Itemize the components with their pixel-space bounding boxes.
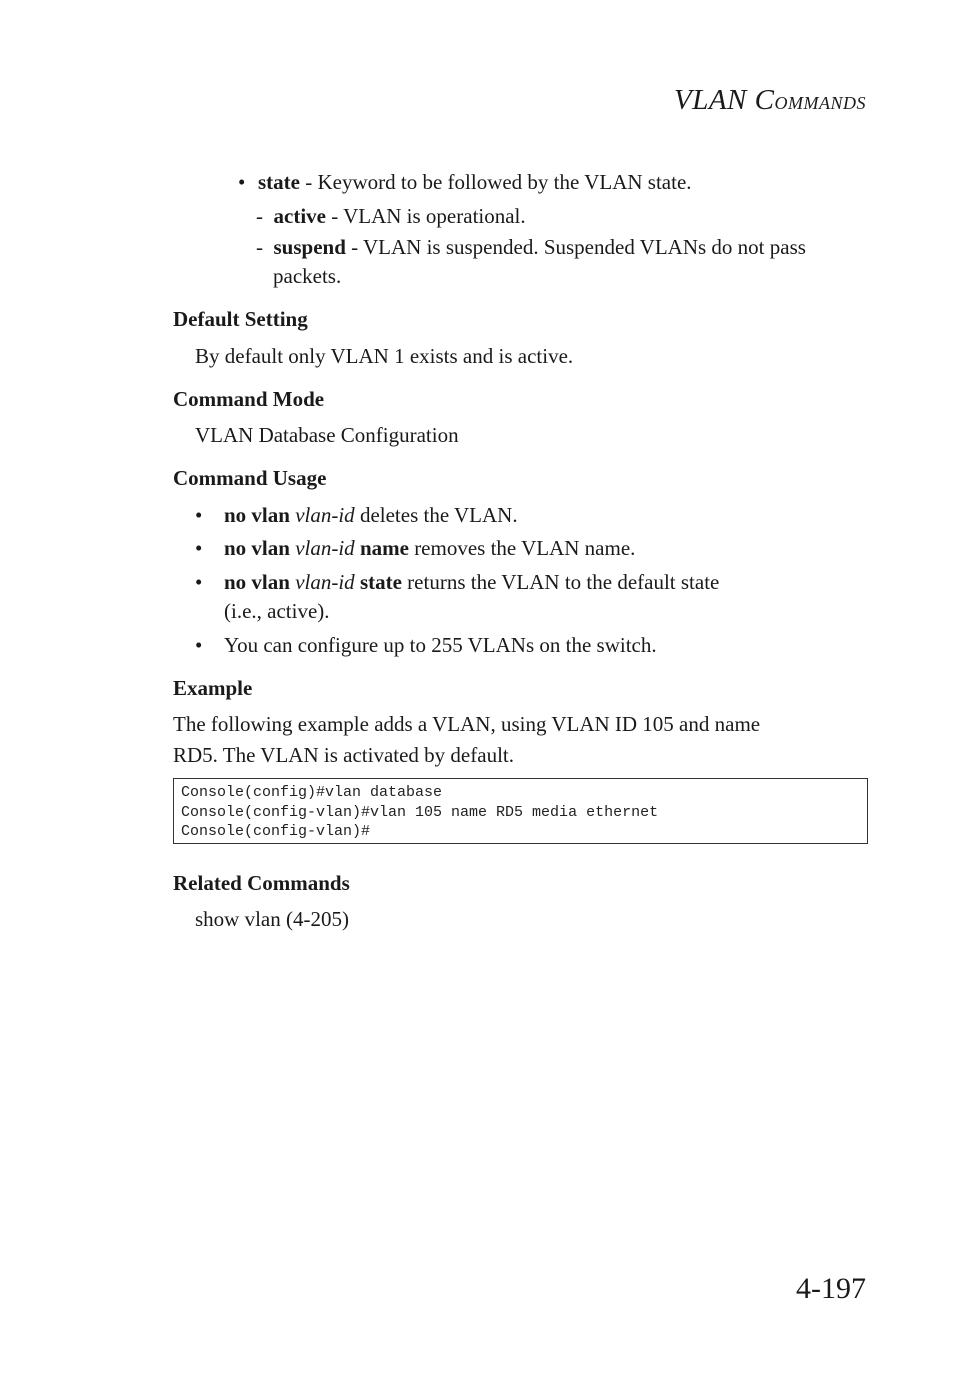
command-mode-heading: Command Mode: [173, 387, 325, 411]
default-setting-heading: Default Setting: [173, 307, 308, 331]
param-suspend-cont: packets.: [273, 264, 342, 288]
running-head-title: VLAN C: [674, 84, 775, 116]
code-line: Console(config)#vlan database: [181, 784, 443, 801]
usage-item: [195, 630, 657, 660]
usage-kw: name: [354, 536, 409, 560]
page-number: 4-197: [796, 1272, 866, 1305]
param-keyword: suspend: [273, 235, 346, 259]
command-mode-text: VLAN Database Configuration: [195, 423, 459, 447]
bullet-icon: •: [195, 503, 203, 527]
dash-marker: -: [256, 204, 263, 228]
usage-item: [195, 567, 719, 597]
usage-kw: state: [354, 570, 402, 594]
code-example-box: [173, 778, 868, 844]
param-state: [238, 167, 692, 197]
bullet-icon: •: [195, 633, 203, 657]
usage-rest: deletes the VLAN.: [354, 503, 518, 527]
example-heading: Example: [173, 676, 253, 700]
param-suspend: [256, 232, 806, 262]
usage-arg: vlan-id: [295, 536, 355, 560]
bullet-icon: •: [195, 570, 203, 594]
usage-item: [195, 500, 518, 530]
usage-rest: returns the VLAN to the default state: [401, 570, 720, 594]
related-commands-heading: Related Commands: [173, 871, 350, 895]
running-head: [674, 84, 866, 117]
usage-text: You can configure up to 255 VLANs on the switch.: [224, 633, 657, 657]
param-keyword: active: [273, 204, 326, 228]
param-desc: - Keyword to be followed by the VLAN state.: [299, 170, 692, 194]
usage-rest: removes the VLAN name.: [408, 536, 636, 560]
bullet-icon: •: [238, 170, 246, 194]
related-command-link: show vlan (4-205): [195, 907, 349, 931]
usage-cmd: no vlan: [224, 536, 296, 560]
usage-arg: vlan-id: [295, 503, 355, 527]
code-line: Console(config-vlan)#vlan 105 name RD5 media ethernet: [181, 803, 659, 821]
param-keyword: state: [258, 170, 300, 194]
usage-cmd: no vlan: [224, 503, 296, 527]
running-head-smallcaps: OMMANDS: [774, 93, 866, 113]
usage-item-cont: (i.e., active).: [224, 599, 330, 623]
param-active: [256, 201, 526, 231]
dash-marker: -: [256, 235, 263, 259]
example-line-1: The following example adds a VLAN, using VLAN ID 105 and name: [173, 712, 761, 736]
default-setting-text: By default only VLAN 1 exists and is active.: [195, 344, 574, 368]
usage-item: [195, 533, 635, 563]
example-line-2: RD5. The VLAN is activated by default.: [173, 743, 514, 767]
bullet-icon: •: [195, 536, 203, 560]
usage-arg: vlan-id: [295, 570, 355, 594]
param-desc: - VLAN is operational.: [325, 204, 526, 228]
param-desc: - VLAN is suspended. Suspended VLANs do not pass: [345, 235, 806, 259]
command-usage-heading: Command Usage: [173, 466, 327, 490]
usage-cmd: no vlan: [224, 570, 296, 594]
code-line: Console(config-vlan)#: [181, 823, 371, 840]
